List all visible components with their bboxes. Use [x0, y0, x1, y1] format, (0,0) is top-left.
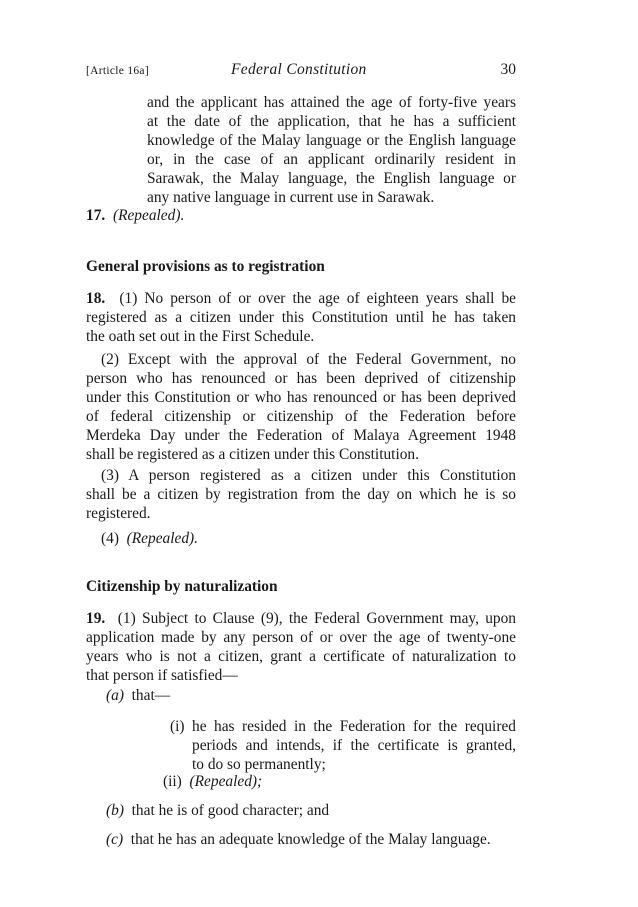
text-line: shall be a citizen by registration from the day on which he is so: [86, 486, 516, 503]
article-17: [86, 206, 184, 225]
text-line: under this Constitution or who has renounced or has been deprived: [86, 389, 516, 406]
text-line: 18. (1) No person of or over the age of eighteen years shall be: [86, 290, 516, 307]
subparagraph-label: (ii): [163, 773, 182, 790]
article-19-clause-1: [86, 609, 516, 685]
paragraph-a: [106, 686, 170, 705]
text-line: Merdeka Day under the Federation of Malaya Agreement 1948: [86, 427, 516, 444]
text-line: periods and intends, if the certificate is granted,: [192, 737, 516, 754]
paragraph-text: that he is of good character; and: [131, 802, 330, 819]
text-line: shall be registered as a citizen under this Constitution.: [86, 446, 419, 463]
text-line: the oath set out in the First Schedule.: [86, 328, 315, 345]
text-line: (3) A person registered as a citizen under this Constitution: [101, 467, 516, 484]
text-line: (2) Except with the approval of the Federal Government, no: [101, 351, 516, 368]
text-line: that person if satisfied—: [86, 667, 238, 684]
article-number: 19.: [86, 610, 106, 627]
paragraph-text: that he has an adequate knowledge of the Malay language.: [130, 831, 491, 848]
article-18-clause-3: [86, 466, 516, 523]
article-reference: [Article 16a]: [86, 65, 149, 77]
subparagraph-i-label: (i): [170, 718, 185, 735]
page-header: [86, 60, 516, 80]
continuation-paragraph: [147, 93, 516, 207]
clause-number: (4): [101, 530, 119, 547]
article-18-clause-1: [86, 289, 516, 346]
repealed-text: (Repealed).: [112, 207, 185, 224]
article-18-clause-2: [86, 350, 516, 464]
text-line: application made by any person of or over the age of twenty-one: [86, 629, 516, 646]
subparagraph-i: [192, 717, 516, 774]
paragraph-text: that—: [131, 687, 171, 704]
text-line: at the date of the application, that he has a sufficient: [147, 113, 516, 130]
text-line: 19. (1) Subject to Clause (9), the Federal Government may, upon: [86, 610, 516, 627]
text-line: to do so permanently;: [192, 756, 326, 773]
article-18-clause-4: [101, 529, 198, 548]
paragraph-label: (b): [106, 802, 124, 819]
repealed-text: (Repealed).: [126, 530, 199, 547]
document-title: Federal Constitution: [231, 61, 367, 78]
paragraph-b: [106, 801, 329, 820]
text-line: he has resided in the Federation for the required: [192, 718, 516, 735]
section-heading-naturalization: Citizenship by naturalization: [86, 578, 278, 595]
text-line: registered.: [86, 505, 151, 522]
text-line: Sarawak, the Malay language, the English language or: [147, 170, 516, 187]
text-line: or, in the case of an applicant ordinarily resident in: [147, 151, 516, 168]
text-line: registered as a citizen under this Constitution until he has taken: [86, 309, 516, 326]
article-number: 18.: [86, 290, 106, 307]
text-line: any native language in current use in Sarawak.: [147, 189, 435, 206]
repealed-text: (Repealed);: [189, 773, 263, 790]
section-heading-registration: General provisions as to registration: [86, 258, 325, 275]
paragraph-label: (a): [106, 687, 124, 704]
page-number: 30: [500, 61, 516, 78]
text-line: years who is not a citizen, grant a certificate of naturalization to: [86, 648, 516, 665]
text-line: and the applicant has attained the age of forty-five years: [147, 94, 516, 111]
subparagraph-ii: [163, 772, 262, 791]
article-number: 17.: [86, 207, 106, 224]
text-line: of federal citizenship or citizenship of the Federation before: [86, 408, 516, 425]
text-line: person who has renounced or has been deprived of citizenship: [86, 370, 516, 387]
paragraph-c: [106, 830, 491, 849]
text-line: knowledge of the Malay language or the English language: [147, 132, 516, 149]
paragraph-label: (c): [106, 831, 124, 848]
